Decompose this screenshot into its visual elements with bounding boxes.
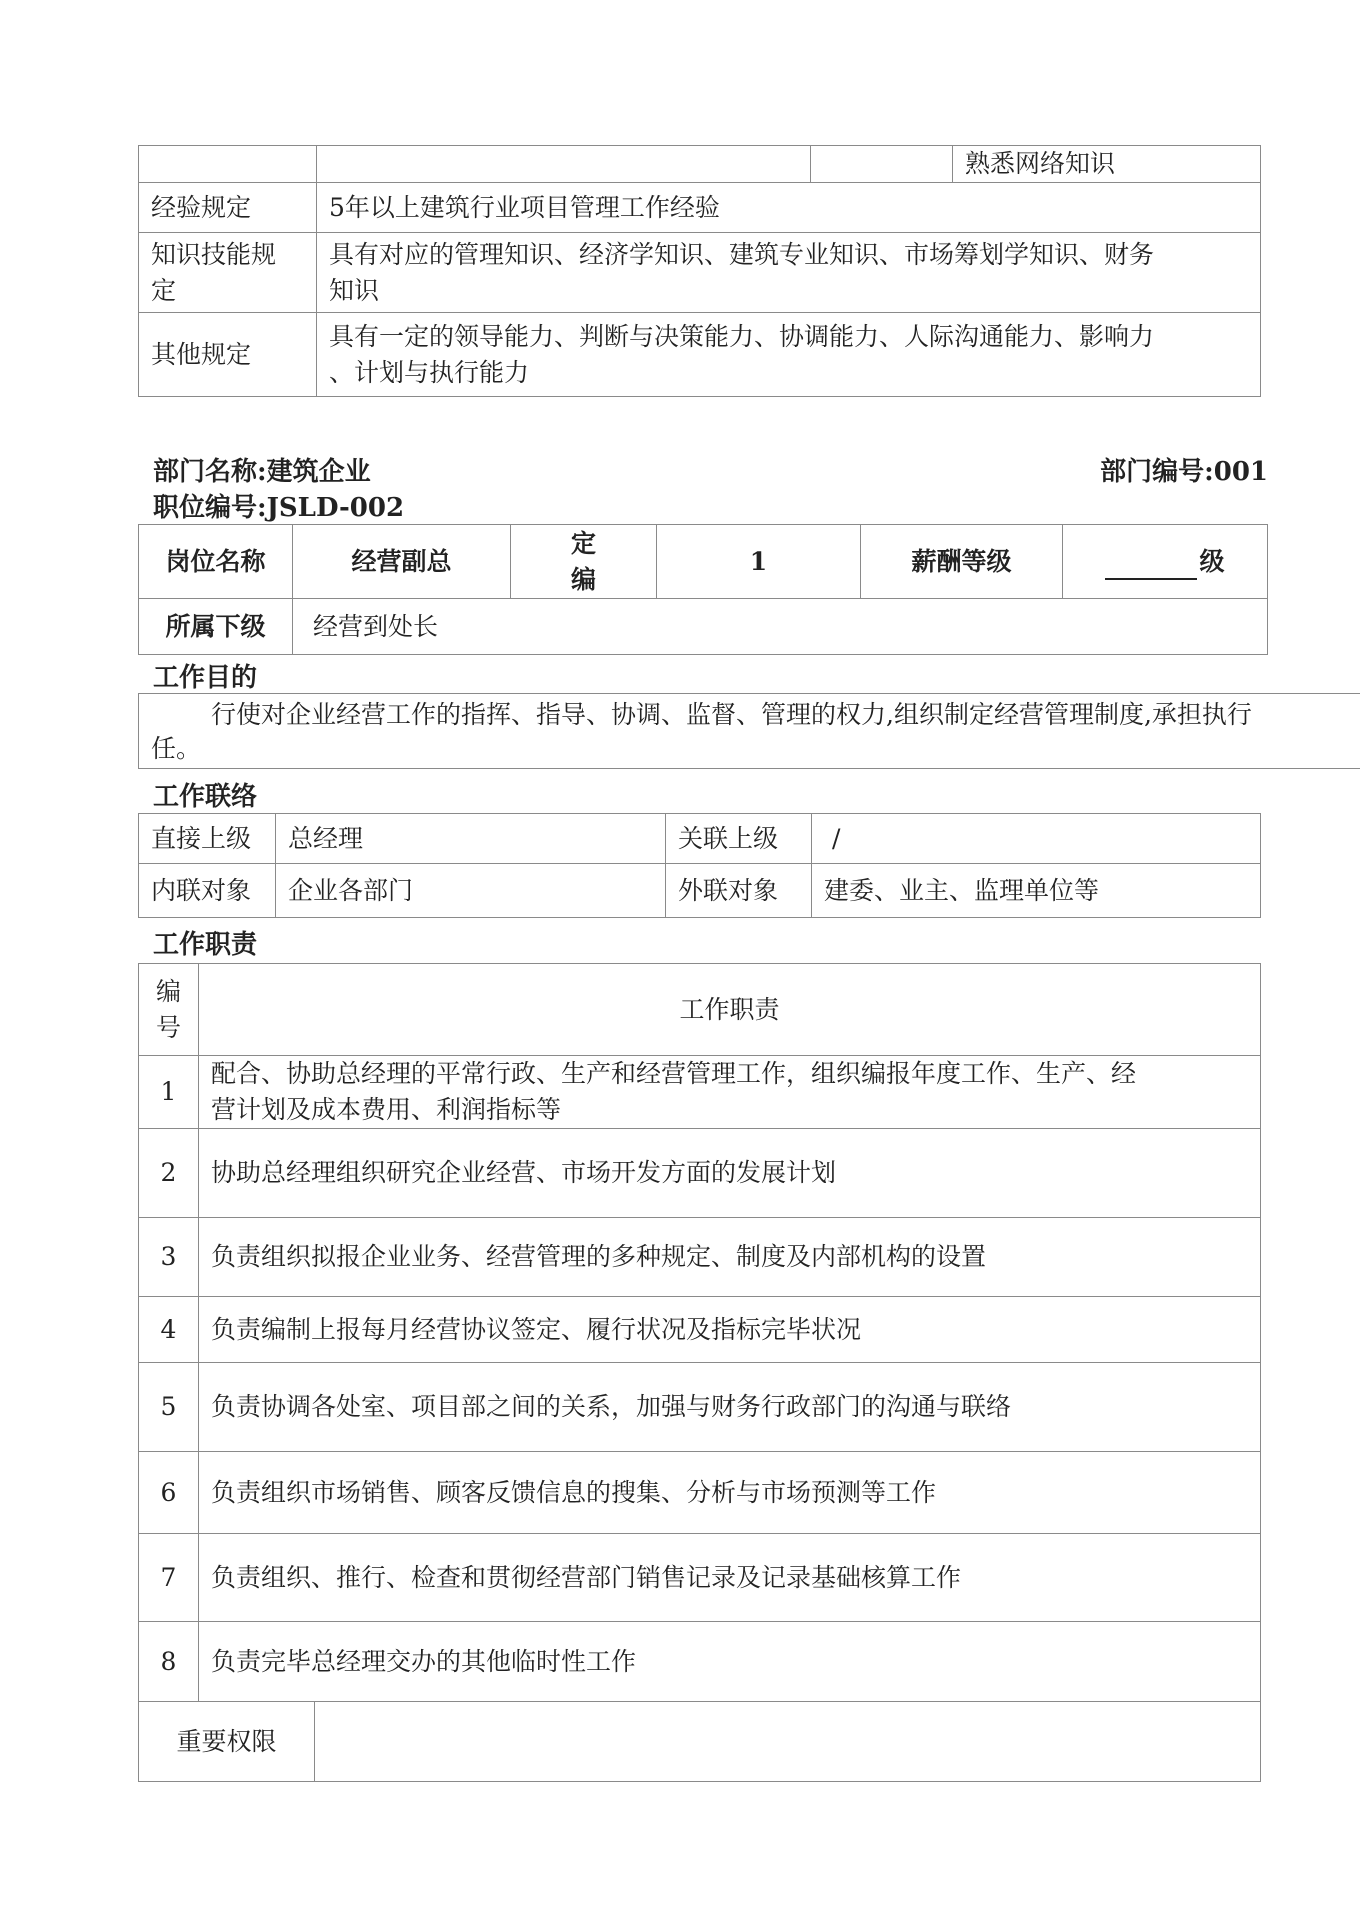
duty-text: 负责协调各处室、项目部之间的关系，加强与财务行政部门的沟通与联络 — [199, 1363, 1261, 1452]
duty-text: 负责编制上报每月经营协议签定、履行状况及指标完毕状况 — [199, 1297, 1261, 1363]
purpose-box — [138, 693, 1360, 769]
table-row — [139, 1297, 1261, 1363]
duty-text: 配合、协助总经理的平常行政、生产和经营管理工作，组织编报年度工作、生产、经 营计划及成本费用、利润指标等 — [199, 1056, 1261, 1129]
duty-num: 8 — [139, 1622, 199, 1702]
subordinate-label: 所属下级 — [139, 599, 293, 655]
internal-contact-value: 企业各部门 — [276, 864, 666, 918]
duties-desc-header: 工作职责 — [199, 964, 1261, 1056]
duty-text: 负责组织市场销售、顾客反馈信息的搜集、分析与市场预测等工作 — [199, 1452, 1261, 1534]
quota-label: 定 编 — [511, 525, 657, 599]
purpose-line-2: 任。 — [151, 734, 202, 763]
external-contact-value: 建委、业主、监理单位等 — [812, 864, 1261, 918]
related-superior-value: / — [812, 814, 1261, 864]
dept-name: 部门名称:建筑企业 — [153, 457, 371, 487]
req-network-knowledge: 熟悉网络知识 — [953, 146, 1261, 183]
internal-contact-label: 内联对象 — [139, 864, 276, 918]
salary-label: 薪酬等级 — [861, 525, 1063, 599]
table-row — [139, 1218, 1261, 1297]
duty-text: 协助总经理组织研究企业经营、市场开发方面的发展计划 — [199, 1129, 1261, 1218]
duties-table — [138, 963, 1261, 1782]
duty-num: 1 — [139, 1056, 199, 1129]
direct-superior-value: 总经理 — [276, 814, 666, 864]
req-label-other: 其他规定 — [139, 313, 317, 397]
duty-text: 负责完毕总经理交办的其他临时性工作 — [199, 1622, 1261, 1702]
duty-num: 3 — [139, 1218, 199, 1297]
duties-num-header: 编 号 — [139, 964, 199, 1056]
direct-superior-label: 直接上级 — [139, 814, 276, 864]
salary-grade: 级 — [1063, 525, 1268, 599]
position-table — [138, 524, 1268, 655]
salary-blank-line — [1105, 554, 1197, 580]
duty-num: 4 — [139, 1297, 199, 1363]
req-cell-empty-1 — [139, 146, 317, 183]
external-contact-label: 外联对象 — [666, 864, 812, 918]
duty-text: 负责组织拟报企业业务、经营管理的多种规定、制度及内部机构的设置 — [199, 1218, 1261, 1297]
purpose-line-1: 行使对企业经营工作的指挥、指导、协调、监督、管理的权力,组织制定经营管理制度,承担执行 — [211, 700, 1252, 729]
table-row — [139, 1452, 1261, 1534]
subordinate-value: 经营到处长 — [293, 599, 1268, 655]
duty-num: 6 — [139, 1452, 199, 1534]
authority-label: 重要权限 — [139, 1702, 315, 1782]
purpose-title: 工作目的 — [153, 663, 258, 693]
req-value-experience: 5年以上建筑行业项目管理工作经验 — [317, 183, 1261, 233]
table-row — [139, 1129, 1261, 1218]
duty-num: 5 — [139, 1363, 199, 1452]
table-row — [139, 1622, 1261, 1702]
requirements-table — [138, 145, 1261, 397]
contacts-title: 工作联络 — [153, 782, 258, 812]
position-code: 职位编号:JSLD-002 — [153, 493, 405, 523]
req-value-knowledge: 具有对应的管理知识、经济学知识、建筑专业知识、市场筹划学知识、财务 知识 — [317, 233, 1261, 313]
req-cell-empty-3 — [811, 146, 953, 183]
req-label-knowledge: 知识技能规 定 — [139, 233, 317, 313]
duty-num: 7 — [139, 1534, 199, 1622]
table-row — [139, 1363, 1261, 1452]
duty-num: 2 — [139, 1129, 199, 1218]
position-name-label: 岗位名称 — [139, 525, 293, 599]
req-value-other: 具有一定的领导能力、判断与决策能力、协调能力、人际沟通能力、影响力 、计划与执行能力 — [317, 313, 1261, 397]
authority-value — [315, 1702, 1261, 1782]
table-row — [139, 1056, 1261, 1129]
req-label-experience: 经验规定 — [139, 183, 317, 233]
position-name-value: 经营副总 — [293, 525, 511, 599]
duties-title: 工作职责 — [153, 930, 258, 960]
duty-text: 负责组织、推行、检查和贯彻经营部门销售记录及记录基础核算工作 — [199, 1534, 1261, 1622]
table-row — [139, 1534, 1261, 1622]
req-cell-empty-2 — [317, 146, 811, 183]
quota-value: 1 — [657, 525, 861, 599]
related-superior-label: 关联上级 — [666, 814, 812, 864]
dept-code: 部门编号:001 — [1100, 457, 1268, 487]
contacts-table — [138, 813, 1261, 918]
